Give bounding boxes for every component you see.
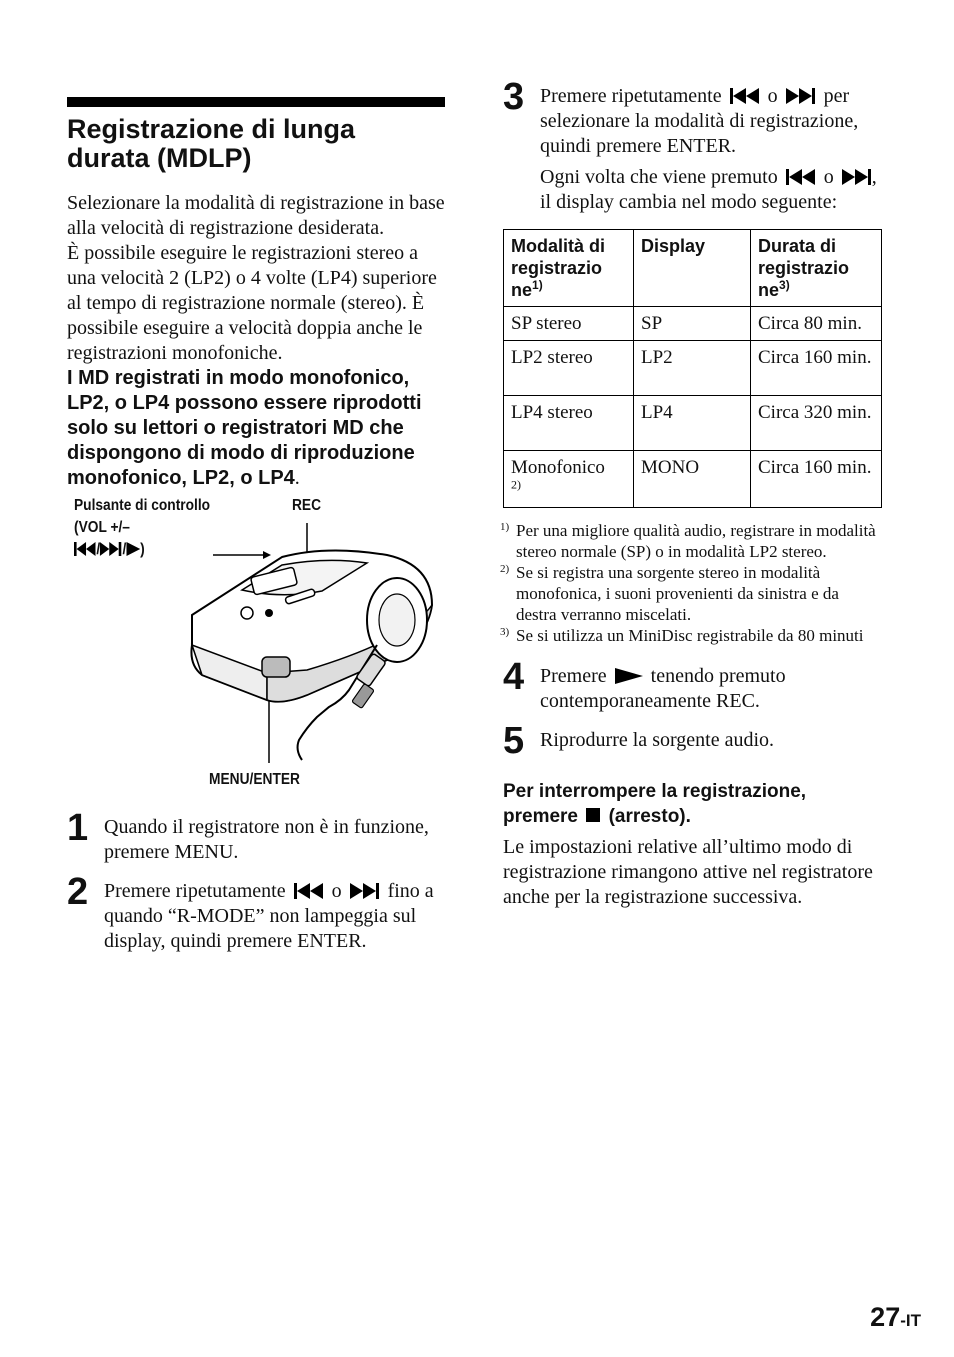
table-row — [504, 451, 882, 508]
step-3-sub-mid: o — [823, 166, 834, 188]
step-3-text — [540, 84, 883, 159]
stop-heading-text: Per interrompere la registrazione, premere — [503, 781, 807, 827]
cell-display: LP4 — [634, 396, 751, 451]
stop-heading — [503, 779, 883, 829]
footnote-text: Se si registra una sorgente stereo in modalità monofonica, i suoni provenienti da sinistra e da destra verranno miscelati. — [516, 563, 839, 624]
step-1-number: 1 — [67, 807, 89, 849]
label-menu-enter: MENU/ENTER — [209, 771, 300, 788]
cell-mode-text: Monofonico — [511, 457, 605, 478]
play-icon — [615, 668, 643, 684]
cell-duration: Circa 160 min. — [751, 341, 882, 396]
prev-track-icon — [730, 88, 760, 104]
stop-icon — [586, 808, 600, 822]
compatibility-note-text: I MD registrati in modo monofonico, LP2, o LP4 possono essere riprodotti solo su lettori o registratori MD che dispongono di modo di riproduzione monofonico, LP2, o LP4 — [67, 367, 422, 489]
intro-paragraph-2: È possibile eseguire le registrazioni stereo a una velocità 2 (LP2) o 4 volte (LP4) superiore al tempo di registrazione normale (stereo). È possibile eseguire a velocità doppia anche le registrazioni monofoniche. — [67, 242, 437, 364]
step-3-mid: o — [767, 85, 778, 107]
next-track-icon — [842, 169, 872, 185]
step-2-post: fino a quando “R-MODE” non lampeggia sul display, quindi premere ENTER. — [104, 880, 434, 952]
footnotes — [500, 520, 883, 646]
footnote-text: Per una migliore qualità audio, registrare in modalità stereo normale (SP) o in modalità LP2 stereo. — [516, 521, 876, 561]
step-2-text — [104, 879, 445, 954]
step-4 — [503, 656, 883, 714]
label-control-line3: / / ) — [74, 539, 210, 561]
left-column — [67, 97, 445, 968]
cell-mode: LP2 stereo — [504, 341, 634, 396]
table-header-duration — [751, 230, 882, 307]
prev-track-icon — [786, 169, 816, 185]
next-track-icon — [786, 88, 816, 104]
step-3-sub-pre: Ogni volta che viene premuto — [540, 166, 778, 188]
step-2-mid: o — [331, 880, 342, 902]
cell-mode: SP stereo — [504, 307, 634, 341]
compatibility-note — [67, 366, 445, 491]
table-header-display — [634, 230, 751, 307]
step-3-subtext — [540, 165, 883, 215]
cell-display: LP2 — [634, 341, 751, 396]
step-4-post: tenendo premuto contemporaneamente REC. — [540, 665, 786, 712]
step-2-number: 2 — [67, 871, 89, 913]
page-number — [870, 1302, 921, 1333]
page-number-value: 27 — [870, 1302, 901, 1332]
cell-duration: Circa 320 min. — [751, 396, 882, 451]
footnote-mark: 1) — [500, 521, 510, 533]
cell-mode: LP4 stereo — [504, 396, 634, 451]
section-title: Registrazione di lunga durata (MDLP) — [67, 114, 356, 173]
cell-duration: Circa 80 min. — [751, 307, 882, 341]
page-number-suffix: -IT — [900, 1311, 921, 1330]
recording-modes-table — [503, 229, 882, 508]
header-mode-text: Modalità di registrazio ne — [511, 236, 605, 300]
step-3-number: 3 — [503, 76, 525, 118]
table-header-mode — [504, 230, 634, 307]
footnote-mark: 2) — [500, 563, 510, 575]
title-rule — [67, 97, 445, 107]
step-5 — [503, 720, 883, 762]
label-control-line1: Pulsante di controllo — [74, 497, 211, 514]
label-control-line2: (VOL +/– — [74, 519, 130, 536]
minidisc-recorder-illustration — [67, 495, 445, 765]
footnote-text: Se si utilizza un MiniDisc registrabile da 80 minuti — [516, 626, 864, 645]
footnote-3 — [500, 625, 883, 646]
compatibility-note-end: . — [294, 467, 300, 489]
stop-paragraph: Le impostazioni relative all’ultimo modo di registrazione rimangono attive nel registratore anche per la registrazione successiva. — [503, 836, 873, 908]
intro-paragraph-1: Selezionare la modalità di registrazione in base alla velocità di registrazione desiderata. — [67, 192, 445, 239]
table-row — [504, 396, 882, 451]
stop-heading-end: (arresto). — [608, 806, 691, 827]
header-mode-sup: 1) — [532, 278, 543, 292]
step-4-number: 4 — [503, 656, 525, 698]
cell-display: SP — [634, 307, 751, 341]
device-figure — [67, 495, 445, 805]
next-track-icon — [350, 883, 380, 899]
header-duration-sup: 3) — [779, 278, 790, 292]
footnote-mark: 3) — [500, 626, 510, 638]
step-5-number: 5 — [503, 720, 525, 762]
step-3-post: per selezionare la modalità di registrazione, quindi premere ENTER. — [540, 85, 859, 157]
step-4-pre: Premere — [540, 665, 607, 687]
footnote-2 — [500, 562, 883, 625]
step-4-text — [540, 664, 883, 714]
step-3-pre: Premere ripetutamente — [540, 85, 722, 107]
step-3-sub-post: , il display cambia nel modo seguente: — [540, 166, 877, 213]
cell-display: MONO — [634, 451, 751, 508]
table-row — [504, 307, 882, 341]
table-row — [504, 341, 882, 396]
step-1-text: Quando il registratore non è in funzione, premere MENU. — [104, 816, 429, 863]
step-1 — [67, 807, 445, 865]
header-duration-text: Durata di registrazio ne — [758, 236, 850, 300]
step-5-text: Riprodurre la sorgente audio. — [540, 729, 775, 751]
table-header-row — [504, 230, 882, 307]
step-2-pre: Premere ripetutamente — [104, 880, 286, 902]
cell-duration: Circa 160 min. — [751, 451, 882, 508]
right-column — [500, 76, 883, 910]
label-control-line3-end: ) — [140, 541, 145, 558]
cell-mode-sup: 2) — [511, 477, 521, 492]
step-2 — [67, 871, 445, 954]
label-rec: REC — [292, 497, 322, 514]
footnote-1 — [500, 520, 883, 562]
prev-track-icon — [294, 883, 324, 899]
step-3 — [503, 76, 883, 215]
header-display-text: Display — [641, 236, 706, 256]
cell-mode — [504, 451, 634, 508]
